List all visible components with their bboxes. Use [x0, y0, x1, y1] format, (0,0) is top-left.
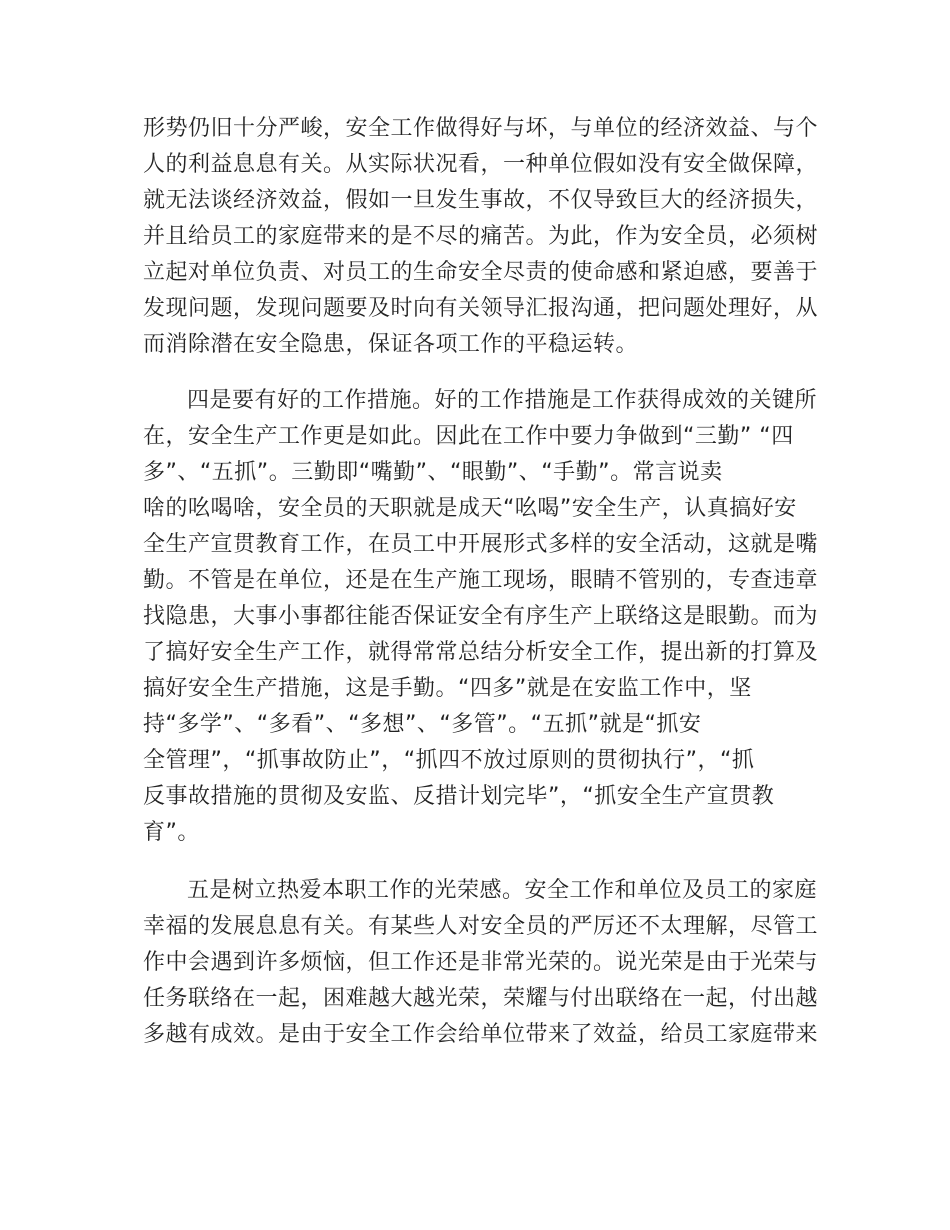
text-line: 多越有成效。是由于安全工作会给单位带来了效益，给员工家庭带来 [143, 1022, 819, 1047]
text-line: 发现问题，发现问题要及时向有关领导汇报沟通，把问题处理好，从 [143, 296, 819, 321]
text-line: 立起对单位负责、对员工的生命安全尽责的使命感和紧迫感，要善于 [143, 260, 819, 285]
text-line: 啥的吆喝啥，安全员的天职就是成天“吆喝”安全生产，认真搞好安 [143, 496, 797, 521]
text-line: 作中会遇到许多烦恼，但工作还是非常光荣的。说光荣是由于光荣与 [143, 950, 819, 975]
text-line: 找隐患，大事小事都往能否保证安全有序生产上联络这是眼勤。而为 [143, 604, 819, 629]
text-line: 了搞好安全生产工作，就得常常总结分析安全工作，提出新的打算及 [143, 640, 819, 665]
text-line: 就无法谈经济效益，假如一旦发生事故，不仅导致巨大的经济损失， [143, 188, 819, 213]
text-line: 持“多学”、“多看”、“多想”、“多管”。“五抓”就是“抓安 [143, 712, 702, 737]
text-line: 全生产宣贯教育工作，在员工中开展形式多样的安全活动，这就是嘴 [143, 532, 819, 557]
text-line: 多”、“五抓”。三勤即“嘴勤”、“眼勤”、“手勤”。常言说卖 [143, 460, 723, 485]
text-line: 形势仍旧十分严峻，安全工作做得好与坏，与单位的经济效益、与个 [143, 116, 819, 141]
text-line: 并且给员工的家庭带来的是不尽的痛苦。为此，作为安全员，必须树 [143, 224, 819, 249]
text-line: 搞好安全生产措施，这是手勤。“四多”就是在安监工作中，坚 [143, 676, 752, 701]
text-line: 任务联络在一起，困难越大越光荣，荣耀与付出联络在一起，付出越 [143, 986, 819, 1011]
text-line: 反事故措施的贯彻及安监、反措计划完毕”，“抓安全生产宣贯教 [143, 784, 775, 809]
text-line: 人的利益息息有关。从实际状况看，一种单位假如没有安全做保障， [143, 152, 819, 177]
text-line: 而消除潜在安全隐患，保证各项工作的平稳运转。 [143, 332, 639, 357]
text-line: 在，安全生产工作更是如此。因此在工作中要力争做到“三勤” “四 [143, 424, 794, 449]
text-line: 育”。 [143, 820, 200, 845]
text-line: 四是要有好的工作措施。好的工作措施是工作获得成效的关键所 [187, 388, 818, 413]
text-line: 全管理”，“抓事故防止”，“抓四不放过原则的贯彻执行”，“抓 [143, 748, 755, 773]
text-line: 幸福的发展息息有关。有某些人对安全员的严厉还不太理解，尽管工 [143, 914, 819, 939]
text-line: 五是树立热爱本职工作的光荣感。安全工作和单位及员工的家庭 [187, 878, 818, 903]
text-line: 勤。不管是在单位，还是在生产施工现场，眼睛不管别的，专查违章 [143, 568, 819, 593]
